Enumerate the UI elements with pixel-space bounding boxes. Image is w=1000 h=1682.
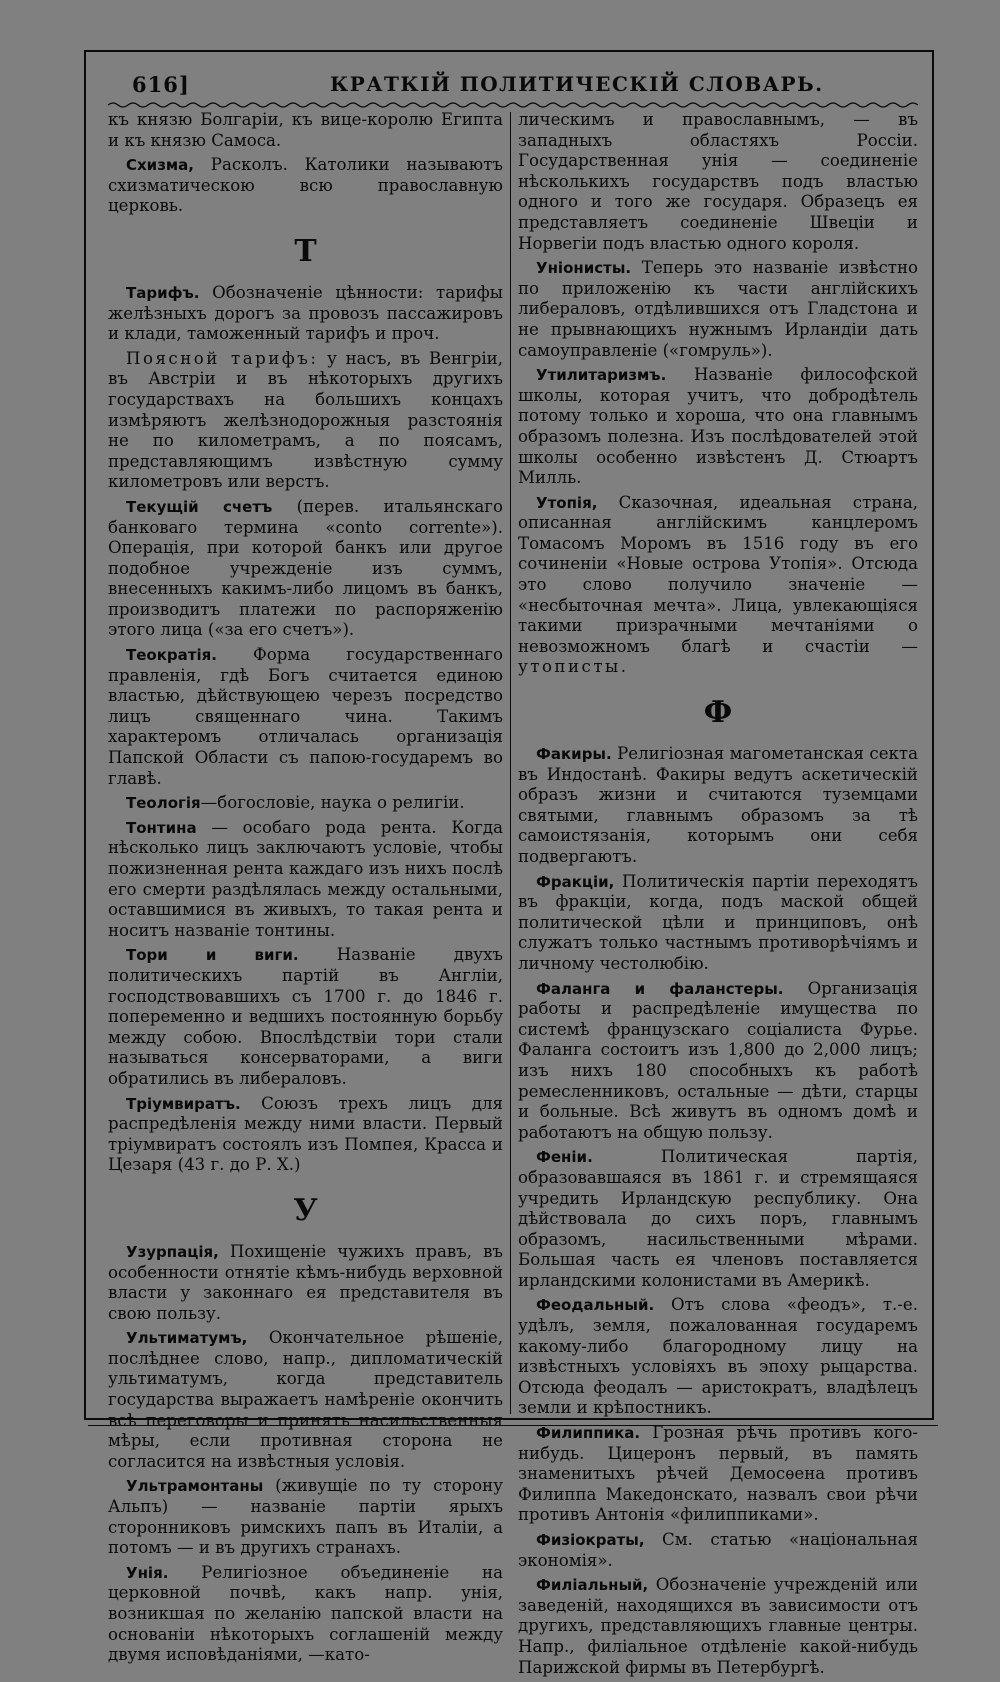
entry-text: Обозначеніе цѣнности: тарифы желѣзныхъ дорогъ за провозъ пассажировъ и клади, таможенный тарифъ и проч.	[108, 282, 503, 344]
entry-text: (живущіе по ту сторону Альпъ) — названіе партіи ярыхъ сторонниковъ римскихъ папъ въ Италіи, а потомъ — и въ другихъ странахъ.	[108, 1476, 503, 1558]
entry-utopia	[518, 493, 918, 678]
entry-text: Названіе двухъ политическихъ партій въ Англіи, господствовавшихъ съ 1700 г. до 1846 г. попеременно и ведшихъ постоянную борьбу между собою. Впослѣдствіи тори стали называться консерваторами, а виги обратились въ либераловъ.	[108, 945, 503, 1088]
entry-theology	[108, 793, 503, 814]
entry-theocracy	[108, 645, 503, 789]
entry-usurpation	[108, 1242, 503, 1324]
entry-term: Схизма,	[126, 156, 194, 175]
entry-text: Религіозная магометанская секта въ Индостанѣ. Факиры ведутъ аскетическій образъ жизни и считаются туземцами святыми, главнымъ образомъ за тѣ самоистязанія, которымъ они себя подвергаютъ.	[518, 744, 918, 866]
entry-term: Филиппика.	[536, 1424, 641, 1443]
entry-current-account	[108, 497, 503, 641]
entry-term: Ультрамонтаны	[126, 1477, 264, 1496]
entry-text: Отъ слова «феодъ», т.-е. удѣлъ, земля, пожалованная государемъ какому-либо благородному лицу на извѣстныхъ условіяхъ въ эпоху рыцарства. Отсюда феодалъ — аристократъ, владѣлецъ земли и крѣпостникъ.	[518, 1295, 918, 1418]
entry-text: Расколъ. Католики называютъ схизматическою всю православную церковь.	[108, 155, 503, 216]
entry-ultramontanes	[108, 1476, 503, 1558]
entry-term: Ультиматумъ,	[126, 1329, 248, 1348]
entry-term: Фракціи,	[536, 872, 615, 891]
entry-factions	[518, 872, 918, 975]
entry-tories-whigs	[108, 945, 503, 1089]
entry-term: Тонтина	[126, 818, 197, 837]
entry-term: Фаланга и фаланстеры.	[536, 979, 784, 998]
page-header	[100, 72, 930, 102]
entry-term: Поясной тарифъ:	[126, 348, 319, 368]
entry-text: Окончательное рѣшеніе, послѣднее слово, напр., дипломатическій ультиматумъ, когда представитель государства выражаетъ намѣреніе окончить всѣ переговоры и принять насильственныя мѣры, если противная сторона не согласится на извѣстныя условія.	[108, 1328, 503, 1471]
entry-term: Теократія.	[126, 646, 217, 665]
entry-ultimatum	[108, 1328, 503, 1472]
column-divider	[510, 112, 511, 1414]
entry-zone-tariff	[108, 349, 503, 493]
entry-term: Узурпація,	[126, 1242, 219, 1261]
entry-term: Унія.	[126, 1563, 169, 1582]
entry-text: —богословіе, наука о религіи.	[200, 793, 465, 813]
entry-term: Филіальный,	[536, 1576, 649, 1595]
entry-term: Феніи.	[536, 1148, 593, 1167]
entry-tontine	[108, 818, 503, 942]
running-title: КРАТКІЙ ПОЛИТИЧЕСКІЙ СЛОВАРЬ.	[330, 72, 824, 96]
right-column	[518, 110, 918, 1682]
section-letter-t: Т	[294, 233, 317, 269]
entry-utilitarianism	[518, 365, 918, 489]
entry-text: Обозначеніе учрежденій или заведеній, находящихся въ зависимости отъ другихъ, представляющихъ главные центры. Напр., филіальное отдѣленіе какой-нибудь Парижской фирмы въ Петербургѣ.	[518, 1575, 918, 1677]
left-column	[108, 110, 503, 1670]
entry-term: Теологія	[126, 794, 201, 813]
entry-term: Текущій счетъ	[126, 497, 273, 516]
entry-text: (перев. итальянскаго банковаго термина «conto corrente»). Операція, при которой банкъ или другое подобное учрежденіе изъ суммъ, внесенныхъ какимъ-либо лицомъ въ банкъ, производитъ платежи по распоряженію этого лица («за его счетъ»).	[108, 496, 503, 640]
entry-unionists	[518, 258, 918, 361]
entry-philippic	[518, 1423, 918, 1526]
entry-text: Названіе философской школы, которая учитъ, что добродѣтель потому только и хороша, что она главнымъ образомъ полезна. Изъ послѣдователей этой школы особенно извѣстенъ Д. Стюартъ Милль.	[518, 365, 918, 488]
continuation-text: лическимъ и православнымъ, — въ западныхъ областяхъ Россіи. Государственная унія — соединеніе нѣсколькихъ государствъ подъ властью одного и того же государя. Образецъ ея представляетъ соединеніе Швеціи и Норвегіи подъ властью одного короля.	[518, 110, 918, 253]
entry-text: Похищеніе чужихъ правъ, въ особенности отнятіе кѣмъ-нибудь верховной власти у законнаго ея представителя въ свою пользу.	[108, 1241, 503, 1323]
entry-text: Политическія партіи переходятъ въ фракціи, когда, подъ маской общей политической цѣли и принциповъ, онѣ служатъ только частнымъ противорѣчіямъ и личному честолюбію.	[518, 871, 918, 973]
continuation-text: къ князю Болгаріи, къ вице-королю Египта и къ князю Самоса.	[108, 110, 503, 150]
entry-physiocrats	[518, 1530, 918, 1571]
entry-term: Тарифъ.	[126, 283, 200, 302]
section-letter-f: Ф	[703, 695, 733, 731]
entry-text: Форма государственнаго правленія, гдѣ Богъ считается единою властью, дѣйствующею черезъ посредство лицъ священнаго чина. Такимъ характеромъ отличалась организація Папской Области съ папою-государемъ во главѣ.	[108, 645, 503, 788]
entry-term: Утилитаризмъ.	[536, 366, 667, 385]
entry-text: Теперь это названіе извѣстно по приложенію къ части англійскихъ либераловъ, отдѣлившихся отъ Гладстона и не прывнающихъ нужнымъ Ирландіи дать самоуправленіе («гомруль»).	[518, 258, 918, 360]
entry-text: Союзъ трехъ лицъ для распредѣленія между ними власти. Первый тріумвиратъ состоялъ изъ Помпея, Красса и Цезаря (43 г. до Р. Х.)	[108, 1093, 503, 1175]
entry-text: Сказочная, идеальная страна, описанная англійскимъ канцлеромъ Томасомъ Моромъ въ 1516 году въ его сочиненіи «Новые острова Утопія». Отсюда это слово получило значеніе — «несбыточная мечта». Лица, увлекающіяся такими призрачными мечтаніями о невозможномъ благѣ и счастіи —	[518, 492, 918, 656]
entry-term: Уніонисты.	[536, 259, 632, 278]
entry-text: См. статью «національная экономія».	[518, 1530, 918, 1570]
header-wavy-rule	[108, 100, 918, 110]
entry-term: Утопія,	[536, 493, 598, 512]
entry-term: Физіократы,	[536, 1531, 645, 1549]
entry-term: Тріумвиратъ.	[126, 1094, 241, 1113]
entry-schism	[108, 155, 503, 217]
section-letter-u: У	[293, 1192, 318, 1228]
entry-phalanx	[518, 979, 918, 1144]
entry-triumvirate	[108, 1094, 503, 1176]
entry-text: Политическая партія, образовавшаяся въ 1861 г. и стремящаяся учредить Ирландскую республику. Она дѣйствовала до сихъ поръ, главнымъ образомъ, насильственными мѣрами. Большая часть ея членовъ поставляется ирландскими колонистами въ Америкѣ.	[518, 1147, 918, 1290]
entry-feudal	[518, 1295, 918, 1419]
entry-fenians	[518, 1147, 918, 1291]
entry-tariff	[108, 283, 503, 345]
entry-text: у насъ, въ Венгріи, въ Австріи и въ нѣкоторыхъ другихъ государствахъ на большихъ концахъ измѣряютъ желѣзнодорожныя разстоянія не по километрамъ, а по поясамъ, представляющимъ извѣстную сумму километровъ или верстъ.	[108, 348, 504, 492]
entry-spaced-word: утописты.	[518, 657, 629, 677]
page-number: 616]	[132, 72, 190, 97]
entry-term: Факиры.	[536, 745, 612, 764]
entry-text: Грозная рѣчь противъ кого-нибудь. Цицеронъ первый, въ память знаменитыхъ рѣчей Демосѳена противъ Филиппа Македонскато, назвалъ свои рѣчи противъ Антонія «филиппиками».	[518, 1423, 918, 1525]
entry-text: Религіозное объединеніе на церковной почвѣ, какъ напр. унія, возникшая по желанію папской власти на основаніи нѣкоторыхъ соглашеній между двумя исповѣданіями, —като-	[108, 1562, 503, 1665]
entry-term: Тори и виги.	[126, 946, 299, 965]
entry-text: — особаго рода рента. Когда нѣсколько лицъ заключаютъ условіе, чтобы пожизненная рента каждаго изъ нихъ послѣ его смерти раздѣлялась между остальными, оставшимися въ живыхъ, то такая рента и носитъ названіе тонтины.	[108, 817, 503, 940]
entry-filial	[518, 1575, 918, 1678]
entry-term: Феодальный.	[536, 1296, 655, 1315]
entry-union	[108, 1563, 503, 1666]
entry-text: Организація работы и распредѣленіе имущества по системѣ французскаго соціалиста Фурье. Фаланга состоитъ изъ 1,800 до 2,000 лицъ; изъ нихъ 180 способныхъ къ работѣ ремесленниковъ, остальные — дѣти, старцы и больные. Всѣ живутъ въ одномъ домѣ и работаютъ на общую пользу.	[518, 978, 918, 1142]
entry-fakirs	[518, 744, 918, 868]
